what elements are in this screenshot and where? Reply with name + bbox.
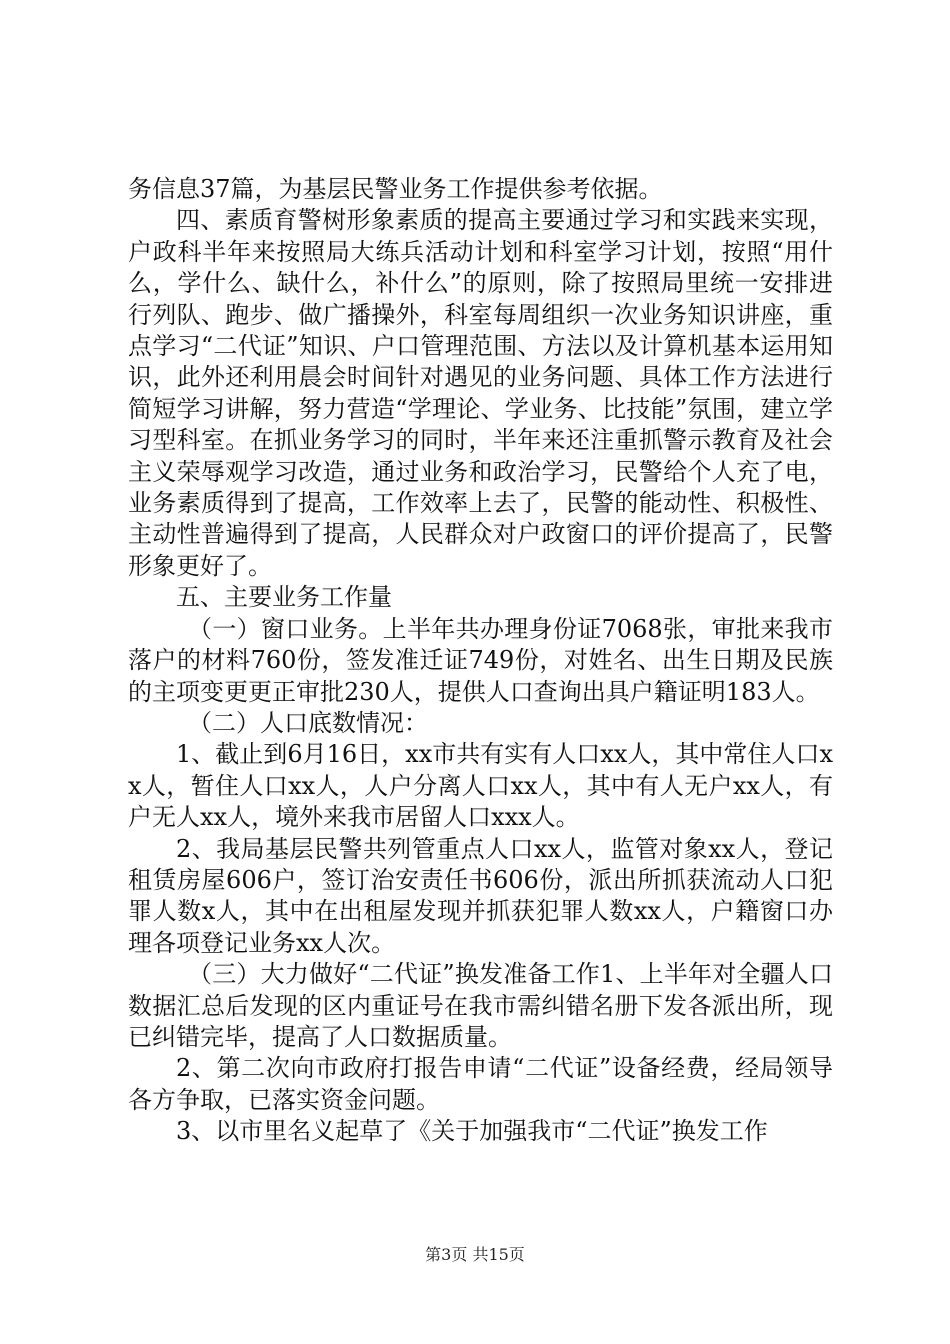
paragraph-id-card-item-3: 3、以市里名义起草了《关于加强我市“二代证”换发工作 (176, 1117, 768, 1146)
page-footer: 第3页 共15页 (425, 1245, 525, 1264)
paragraph-population-item-2: 2、我局基层民警共列管重点人口xx人，监管对象xx人，登记租赁房屋606户，签订治安责任书606份，派出所抓获流动人口犯罪人数x人，其中在出租屋发现并抓获犯罪人数xx人，户籍窗口办理各项登记业务xx人次。 (128, 834, 833, 957)
paragraph-population-item-1: 1、截止到6月16日，xx市共有实有人口xx人，其中常住人口xx人，暂住人口xx人，人户分离人口xx人，其中有人无户xx人，有户无人xx人，境外来我市居留人口xxx人。 (128, 740, 833, 832)
section-heading-five: 五、主要业务工作量 (176, 583, 392, 612)
subheading-population: （二）人口底数情况： (188, 708, 428, 737)
paragraph-id-card-item-2: 2、第二次向市政府打报告申请“二代证”设备经费，经局领导各方争取，已落实资金问题。 (128, 1054, 833, 1114)
paragraph-continuation: 务信息37篇，为基层民警业务工作提供参考依据。 (128, 175, 663, 203)
document-body (128, 174, 833, 1148)
paragraph-window-business: （一）窗口业务。上半年共办理身份证7068张，审批来我市落户的材料760份，签发准迁证749份，对姓名、出生日期及民族的主项变更更正审批230人，提供人口查询出具户籍证明183人。 (128, 614, 833, 706)
paragraph-section-four: 四、素质育警树形象素质的提高主要通过学习和实践来实现，户政科半年来按照局大练兵活动计划和科室学习计划，按照“用什么，学什么、缺什么，补什么”的原则，除了按照局里统一安排进行列队、跑步、做广播操外，科室每周组织一次业务知识讲座，重点学习“二代证”知识、户口管理范围、方法以及计算机基本运用知识，此外还利用晨会时间针对遇见的业务问题、具体工作方法进行简短学习讲解，努力营造“学理论、学业务、比技能”氛围，建立学习型科室。在抓业务学习的同时，半年来还注重抓警示教育及社会主义荣辱观学习改造，通过业务和政治学习，民警给个人充了电，业务素质得到了提高，工作效率上去了，民警的能动性、积极性、主动性普遍得到了提高，人民群众对户政窗口的评价提高了，民警形象更好了。 (128, 206, 833, 580)
paragraph-id-card-prep: （三）大力做好“二代证”换发准备工作1、上半年对全疆人口数据汇总后发现的区内重证号在我市需纠错名册下发各派出所，现已纠错完毕，提高了人口数据质量。 (128, 960, 833, 1051)
